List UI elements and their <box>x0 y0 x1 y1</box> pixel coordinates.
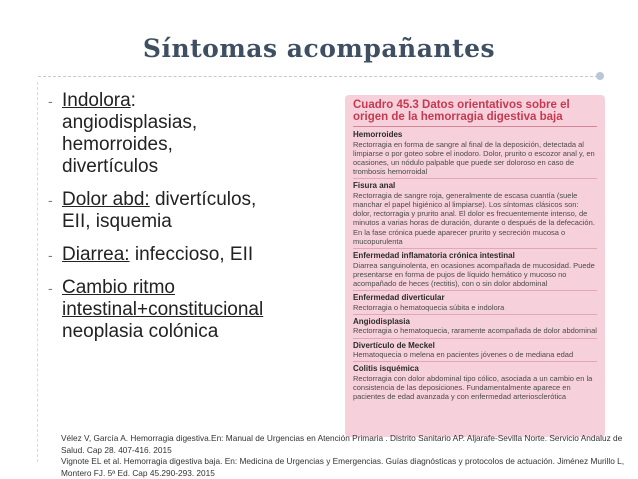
references <box>61 433 636 479</box>
bullet-item: - Indolora: angiodisplasias, hemorroides, divertículos <box>48 90 198 177</box>
box-title <box>353 99 597 127</box>
bullet-keyword: Diarrea: <box>62 244 130 265</box>
reference-item: Vélez V, García A. Hemorragia digestiva.En: Manual de Urgencias en Atención Primaria . Distrito Sanitario AP. Aljarafe-Sevilla Norte. Servicio Andaluz de Salud. Cap 28. 407-416. 2015 <box>61 433 623 455</box>
bullet-text: hemorroides, <box>62 134 173 155</box>
bullet-text: neoplasia colónica <box>62 321 219 342</box>
bullet-item: - Diarrea: infeccioso, EII <box>48 244 254 265</box>
info-box <box>345 95 605 437</box>
box-section <box>353 293 597 315</box>
bullet-marker: - <box>48 280 53 296</box>
slide-title: Síntomas acompañantes <box>142 34 496 63</box>
box-section <box>353 130 597 179</box>
section-text: Rectorragia con dolor abdominal tipo cólico, asociada a un cambio en la consistencia de las deposiciones. Fundamentalmente aparece en pacientes de edad avanzada y con enfermedad arteriosclerótica <box>353 373 593 402</box>
section-heading: Colitis isquémica <box>353 364 419 374</box>
bullet-marker: - <box>48 93 53 109</box>
box-section <box>353 317 597 339</box>
box-section <box>353 364 597 403</box>
bullet-marker: - <box>48 192 53 208</box>
box-section <box>353 181 597 249</box>
section-heading: Angiodisplasia <box>353 316 410 326</box>
bullet-text: angiodisplasias, <box>62 112 198 133</box>
bullet-keyword: Cambio ritmo <box>62 277 175 298</box>
box-number: Cuadro 45.3 <box>353 99 419 111</box>
bullet-keyword: intestinal+constitucional <box>62 299 264 320</box>
section-text: Rectorragia en forma de sangre al final de la deposición, detectada al limpiarse o por goteo sobre el inodoro. Dolor, prurito o escozor anal y, en ocasiones, un nódulo palpable que puede ser doloroso en caso de trombosis hemorroidal <box>353 139 595 177</box>
section-text: Rectorragia o hematoquecia súbita e indolora <box>353 302 505 312</box>
bullet-text: divertículos <box>62 156 159 177</box>
box-section <box>353 341 597 363</box>
section-heading: Hemorroides <box>353 130 403 139</box>
section-heading: Enfermedad diverticular <box>353 293 445 303</box>
section-text: Rectorragia de sangre roja, generalmente de escasa cuantía (suele manchar el papel higiénico al limpiarse). Los síntomas clásicos son: dolor, rectorragia y prurito anal. El dolor es frecuentemente intenso, de minutos a varias horas de duración, durante o después de la defecación. En la fase crónica puede aparecer prurito y secreción mucosa o mucopurulenta <box>353 190 595 246</box>
left-divider <box>37 82 38 462</box>
reference-item: Vignote EL et al. Hemorragia digestiva baja. En: Medicina de Urgencias y Emergencias. Guías diagnósticas y protocolos de actuación. Jiménez Murillo L, Montero FJ. 5ª Ed. Cap 45.290-293. 2015 <box>61 456 625 478</box>
bullet-marker: - <box>48 247 53 263</box>
bullet-list <box>48 90 348 354</box>
section-text: Diarrea sanguinolenta, en ocasiones acompañada de mucosidad. Puede presentarse en forma de pujos de líquido hemático y mucoso no acompañado de heces (rectitis), con o sin dolor abdominal <box>353 260 595 288</box>
bullet-keyword: Dolor abd: <box>62 189 150 210</box>
bullet-item <box>48 277 348 343</box>
box-section <box>353 251 597 291</box>
section-text: Hematoquecia o melena en pacientes jóvenes o de mediana edad <box>353 350 574 360</box>
divider-dot <box>596 72 604 80</box>
bullet-text: EII, isquemia <box>62 211 172 232</box>
section-heading: Enfermedad inflamatoria crónica intestinal <box>353 251 515 261</box>
section-heading: Divertículo de Meckel <box>353 340 435 350</box>
box-heading: Datos orientativos sobre el origen de la hemorragia digestiva baja <box>353 99 570 123</box>
section-heading: Fisura anal <box>353 181 396 191</box>
bullet-keyword: Indolora <box>62 90 131 111</box>
bullet-item: - Dolor abd: divertículos, EII, isquemia <box>48 189 257 232</box>
section-text: Rectorragia o hematoquecia, raramente acompañada de dolor abdominal <box>353 326 597 336</box>
title-divider <box>38 76 598 77</box>
